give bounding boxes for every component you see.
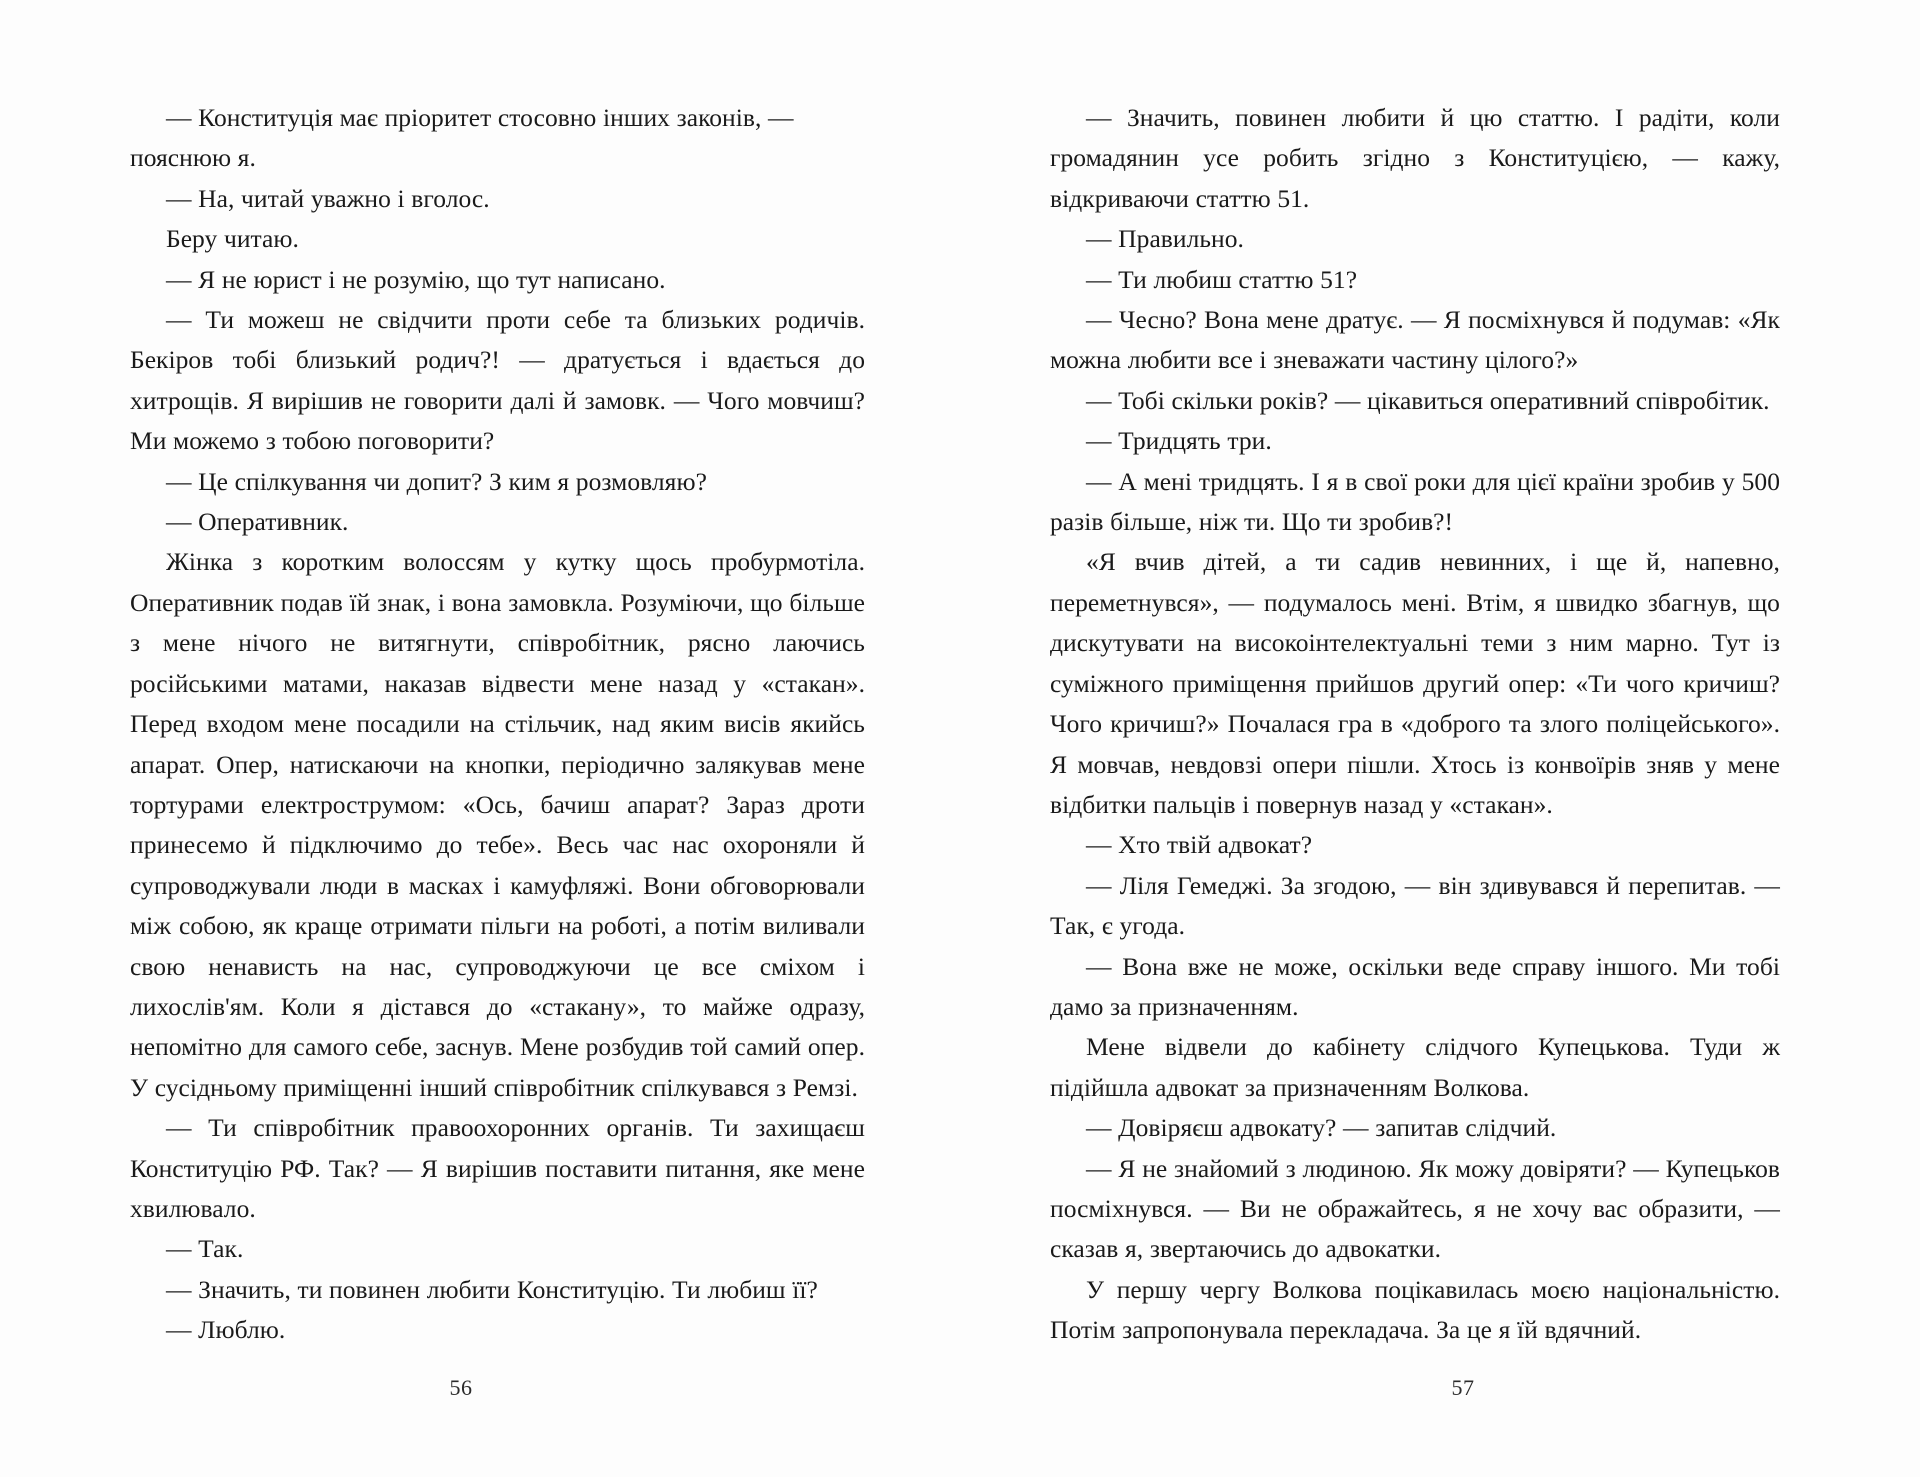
paragraph: — Правильно. [1086, 224, 1244, 254]
paragraph: — Ти любиш статтю 51? [1086, 264, 1358, 294]
paragraph: Жінка з коротким волоссям у кутку щось пробурмотіла. Оперативник подав їй знак, і вона замовкла. Розуміючи, що більше з мене нічого не витягнути, співробітник, рясно лаючись російськими матами, наказав відвести мене назад у «стакан». Перед входом мене посадили на стільчик, над яким висів якийсь апарат. Опер, натискаючи на кнопки, періодично залякував мене тортурами електрострумом: «Ось, бачиш апарат? Зараз дроти принесемо й підключимо до тебе». Весь час нас охороняли й супроводжували люди в масках і камуфляжі. Вони обговорювали між собою, як краще отримати пільги на роботі, а потім виливали свою ненависть на нас, супроводжуючи це все сміхом і лихослів'ям. Коли я дістався до «стакану», то майже одразу, непомітно для самого себе, заснув. Мене розбудив той самий опер. У сусідньому приміщенні інший співробітник спілкувався з Ремзі. [130, 547, 865, 1102]
paragraph: — Чесно? Вона мене дратує. — Я посміхнувся й подумав: «Як можна любити все і зневажати частину цілого?» [1050, 305, 1780, 375]
paragraph: — Люблю. [166, 1315, 286, 1345]
page-number: 57 [1451, 1375, 1475, 1400]
paragraph: — Хто твій адвокат? [1086, 830, 1313, 860]
paragraph: — Ліля Гемеджі. За згодою, — він здивувався й перепитав. — Так, є угода. [1050, 870, 1780, 941]
page-number: 56 [449, 1375, 473, 1400]
paragraph: — Я не юрист і не розумію, що тут написано. [166, 264, 666, 294]
paragraph: — На, читай уважно і вголос. [166, 183, 490, 213]
paragraph: — Значить, повинен любити й цю статтю. І радіти, коли громадянин усе робить згідно з Конституцією, — кажу, відкриваючи статтю 51. [1050, 103, 1780, 213]
page-right [960, 0, 1920, 1477]
paragraph: — Тобі скільки років? — цікавиться оперативний співробітик. [1086, 385, 1770, 415]
page-footer-left [0, 1375, 960, 1401]
paragraph: «Я вчив дітей, а ти садив невинних, і ще й, напевно, переметнувся», — подумалось мені. Втім, я швидко збагнув, що дискутувати на високоінтелектуальні теми з ним марно. Тут із суміжного приміщення прийшов другий опер: «Ти чого кричиш? Чого кричиш?» Почалася гра в «доброго та злого поліцейського». Я мовчав, невдовзі опери пішли. Хтось із конвоїрів зняв у мене відбитки пальців і повернув назад у «стакан». [1050, 547, 1780, 819]
paragraph: — Оперативник. [166, 507, 349, 537]
paragraph: — Значить, ти повинен любити Конституцію. Ти любиш її? [166, 1274, 818, 1304]
paragraph: — Конституція має пріоритет стосовно інших законів, — пояснюю я. [130, 103, 794, 173]
paragraph: Беру читаю. [166, 224, 299, 254]
paragraph: — Тридцять три. [1086, 426, 1272, 456]
text-column-right [1050, 98, 1780, 1351]
paragraph: — Довіряєш адвокату? — запитав слідчий. [1086, 1113, 1557, 1143]
page-footer-right [960, 1375, 1920, 1401]
paragraph: — Це спілкування чи допит? З ким я розмовляю? [166, 466, 707, 496]
paragraph: — Так. [166, 1234, 244, 1264]
paragraph: — Я не знайомий з людиною. Як можу довіряти? — Купецьков посміхнувся. — Ви не ображайтесь, я не хочу вас образити, — сказав я, звертаючись до адвокатки. [1050, 1153, 1780, 1264]
paragraph: Мене відвели до кабінету слідчого Купецькова. Туди ж підійшла адвокат за призначенням Волкова. [1050, 1032, 1780, 1102]
paragraph: — Ти співробітник правоохоронних органів. Ти захищаєш Конституцію РФ. Так? — Я вирішив поставити питання, яке мене хвилювало. [130, 1113, 865, 1223]
text-column-left [130, 98, 865, 1351]
paragraph: — А мені тридцять. І я в свої роки для цієї країни зробив у 500 разів більше, ніж ти. Що ти зробив?! [1050, 466, 1780, 537]
paragraph: — Вона вже не може, оскільки веде справу іншого. Ми тобі дамо за призначенням. [1050, 951, 1780, 1021]
paragraph: У першу чергу Волкова поцікавилась моєю національністю. Потім запропонувала перекладача. За це я їй вдячний. [1050, 1274, 1780, 1345]
paragraph: — Ти можеш не свідчити проти себе та близьких родичів. Бекіров тобі близький родич?! — дратується і вдається до хитрощів. Я вирішив не говорити далі й замовк. — Чого мовчиш? Ми можемо з тобою поговорити? [130, 305, 865, 456]
